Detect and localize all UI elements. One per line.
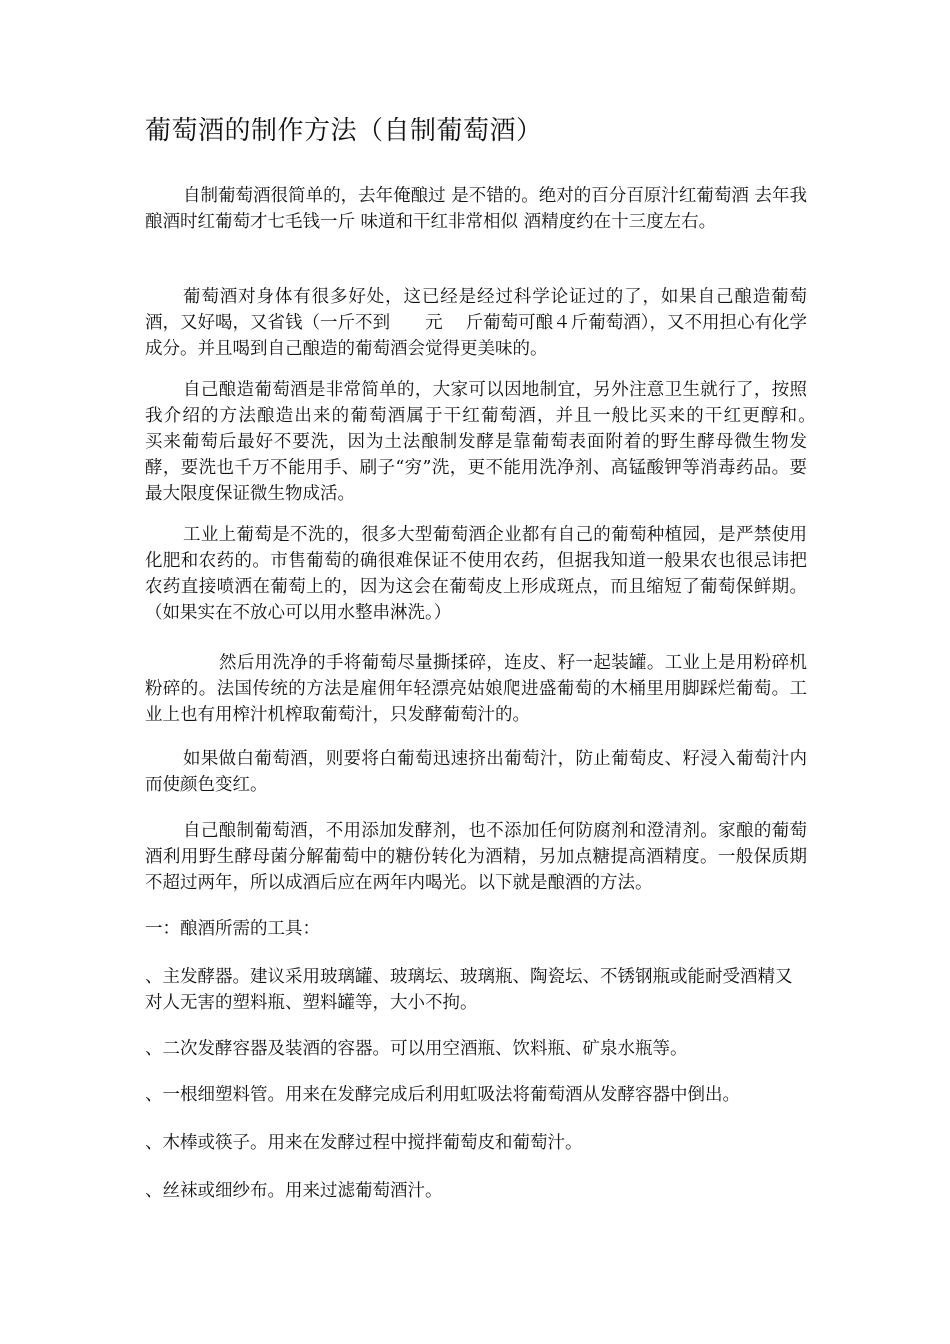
document-title: 葡萄酒的制作方法（自制葡萄酒） bbox=[145, 116, 543, 146]
paragraph-homemade: 自己酿制葡萄酒，不用添加发酵剂，也不添加任何防腐剂和澄清剂。家酿的葡萄酒利用野生酵母菌分解葡萄中的糖份转化为酒精，另加点糖提高酒精度。一般保质期不超过两年，所以成酒后应在两年内喝光。以下就是酿酒的方法。 bbox=[145, 821, 807, 893]
tool-item-secondary-container: 、二次发酵容器及装酒的容器。可以用空酒瓶、饮料瓶、矿泉水瓶等。 bbox=[145, 1039, 688, 1059]
paragraph-intro: 自制葡萄酒很简单的，去年俺酿过 是不错的。绝对的百分百原汁红葡萄酒 去年我酿酒时红葡萄才七毛钱一斤 味道和干红非常相似 酒精度约在十三度左右。 bbox=[145, 186, 807, 232]
paragraph-crushing: 然后用洗净的手将葡萄尽量撕揉碎，连皮、籽一起装罐。工业上是用粉碎机粉碎的。法国传统的方法是雇佣年轻漂亮姑娘爬进盛葡萄的木桶里用脚踩烂葡萄。工业上也有用榨汁机榨取葡萄汁，只发酵葡萄汁的。 bbox=[145, 653, 807, 725]
tool-item-stick: 、木棒或筷子。用来在发酵过程中搅拌葡萄皮和葡萄汁。 bbox=[145, 1133, 583, 1153]
tool-item-fermenter: 、主发酵器。建议采用玻璃罐、玻璃坛、玻璃瓶、陶瓷坛、不锈钢瓶或能耐受酒精又对人无害的塑料瓶、塑料罐等，大小不拘。 bbox=[145, 967, 793, 1013]
tool-item-plastic-tube: 、一根细塑料管。用来在发酵完成后利用虹吸法将葡萄酒从发酵容器中倒出。 bbox=[145, 1085, 740, 1105]
tool-item-filter-cloth: 、丝袜或细纱布。用来过滤葡萄酒汁。 bbox=[145, 1181, 443, 1201]
paragraph-preparation: 自己酿造葡萄酒是非常简单的，大家可以因地制宜，另外注意卫生就行了，按照我介绍的方法酿造出来的葡萄酒属于干红葡萄酒，并且一般比买来的干红更醇和。 买来葡萄后最好不要洗，因为土法酿制发酵是靠葡萄表面附着的野生酵母微生物发酵，要洗也千万不能用手、刷子“穷”洗，更不能用洗净剂、高锰酸钾等消毒药品。要最大限度保证微生物成活。 bbox=[145, 380, 842, 504]
paragraph-white-wine: 如果做白葡萄酒，则要将白葡萄迅速挤出葡萄汁，防止葡萄皮、籽浸入葡萄汁内而使颜色变红。 bbox=[145, 749, 807, 795]
section-heading-tools: 一：酿酒所需的工具： bbox=[145, 919, 320, 939]
paragraph-industry: 工业上葡萄是不洗的，很多大型葡萄酒企业都有自己的葡萄种植园，是严禁使用化肥和农药的。市售葡萄的确很难保证不使用农药，但据我知道一般果农也很忌讳把农药直接喷洒在葡萄上的，因为这会在葡萄皮上形成斑点，而且缩短了葡萄保鲜期。（如果实在不放心可以用水整串淋洗。） bbox=[145, 525, 807, 623]
paragraph-benefits: 葡萄酒对身体有很多好处，这已经是经过科学论证过的了，如果自己酿造葡萄酒，又好喝，又省钱（一斤不到 元 斤葡萄可酿４斤葡萄酒），又不用担心有化学成分。并且喝到自己酿造的葡萄酒会觉得更美味的。 bbox=[145, 287, 807, 359]
